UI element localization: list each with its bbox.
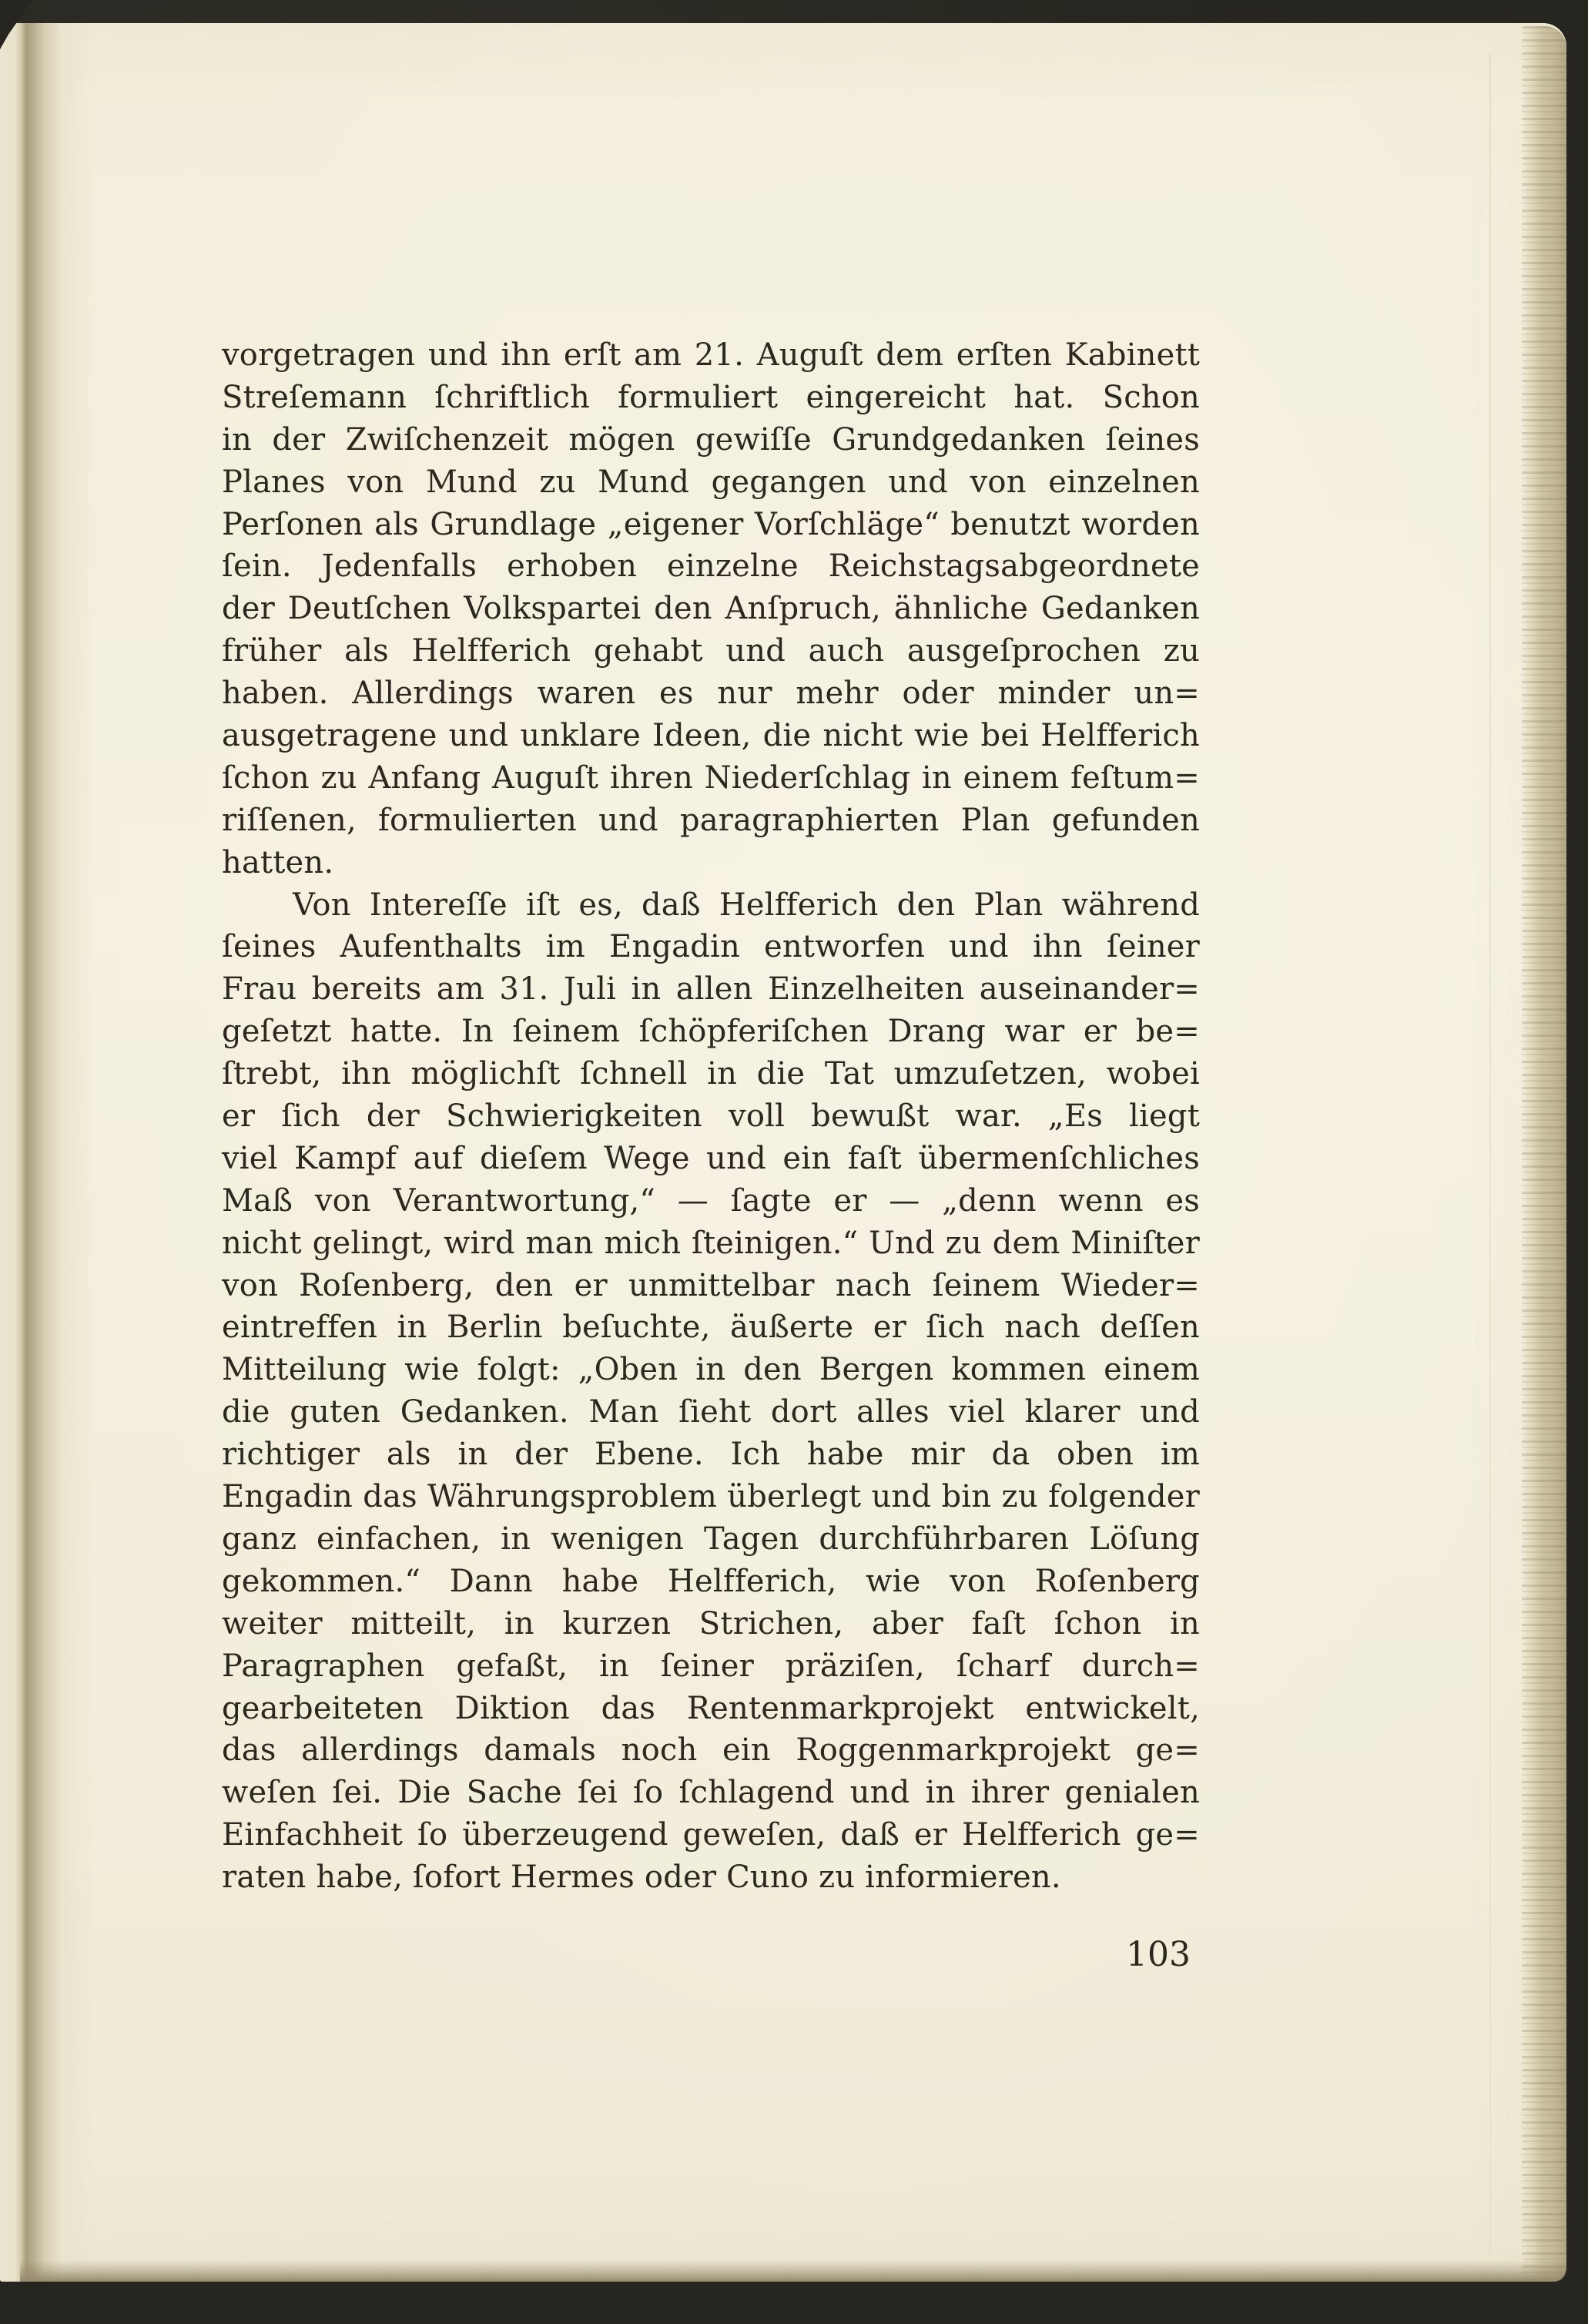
text-line: früher als Helfferich gehabt und auch ausgeſprochen zu bbox=[222, 633, 1200, 669]
text-line: viel Kampf auf dieſem Wege und ein faſt übermenſchliches bbox=[222, 1140, 1200, 1176]
text-line: ſeines Aufenthalts im Engadin entworfen und ihn ſeiner bbox=[222, 929, 1200, 965]
text-line: von Roſenberg, den er unmittelbar nach ſeinem Wieder= bbox=[222, 1267, 1200, 1303]
text-line: er ſich der Schwierigkeiten voll bewußt war. „Es liegt bbox=[222, 1098, 1200, 1135]
text-line: Planes von Mund zu Mund gegangen und von einzelnen bbox=[222, 464, 1200, 500]
text-line: vorgetragen und ihn erſt am 21. Auguſt dem erſten Kabinett bbox=[222, 337, 1200, 373]
page-bottom-edge bbox=[20, 2260, 1566, 2282]
text-line: der Deutſchen Volkspartei den Anſpruch, ähnliche Gedanken bbox=[222, 591, 1200, 627]
book-page bbox=[0, 23, 1566, 2282]
text-line: Paragraphen gefaßt, in ſeiner präziſen, ſcharf durch= bbox=[222, 1648, 1200, 1684]
text-line: Streſemann ſchriftlich formuliert eingereicht hat. Schon bbox=[222, 379, 1200, 415]
text-line: weiter mitteilt, in kurzen Strichen, aber faſt ſchon in bbox=[222, 1605, 1200, 1642]
text-line: weſen ſei. Die Sache ſei ſo ſchlagend und in ihrer genialen bbox=[222, 1775, 1200, 1811]
text-line: riſſenen, formulierten und paragraphierten Plan gefunden bbox=[222, 802, 1200, 838]
text-line: das allerdings damals noch ein Roggenmarkprojekt ge= bbox=[222, 1732, 1200, 1769]
text-line: die guten Gedanken. Man ſieht dort alles viel klarer und bbox=[222, 1394, 1200, 1430]
text-line: Einfachheit ſo überzeugend geweſen, daß er Helfferich ge= bbox=[222, 1817, 1200, 1853]
page-curvature-line bbox=[1489, 54, 1491, 2254]
text-line: ganz einfachen, in wenigen Tagen durchführbaren Löſung bbox=[222, 1521, 1200, 1557]
text-line: gekommen.“ Dann habe Helfferich, wie von Roſenberg bbox=[222, 1563, 1200, 1599]
text-line: geſetzt hatte. In ſeinem ſchöpferiſchen Drang war er be= bbox=[222, 1014, 1200, 1050]
text-line: gearbeiteten Diktion das Rentenmarkprojekt entwickelt, bbox=[222, 1690, 1200, 1726]
text-line: Perſonen als Grundlage „eigener Vorſchläge“ benutzt worden bbox=[222, 506, 1200, 542]
text-line: nicht gelingt, wird man mich ſteinigen.“ Und zu dem Miniſter bbox=[222, 1225, 1200, 1261]
text-line: eintreffen in Berlin beſuchte, äußerte er ſich nach deſſen bbox=[222, 1310, 1200, 1346]
text-line: Engadin das Währungsproblem überlegt und bin zu folgender bbox=[222, 1479, 1200, 1515]
text-line: Von Intereſſe iſt es, daß Helfferich den Plan während bbox=[293, 887, 1200, 923]
text-line: ausgetragene und unklare Ideen, die nicht wie bei Helfferich bbox=[222, 718, 1200, 754]
text-line: Frau bereits am 31. Juli in allen Einzelheiten auseinander= bbox=[222, 971, 1200, 1008]
page-number: 103 bbox=[1126, 1935, 1191, 1974]
text-line: richtiger als in der Ebene. Ich habe mir da oben im bbox=[222, 1437, 1200, 1473]
text-line: raten habe, ſofort Hermes oder Cuno zu informieren. bbox=[222, 1860, 1061, 1896]
text-line: in der Zwiſchenzeit mögen gewiſſe Grundgedanken ſeines bbox=[222, 421, 1200, 458]
text-line: hatten. bbox=[222, 844, 334, 880]
text-line: Mitteilung wie folgt: „Oben in den Bergen kommen einem bbox=[222, 1352, 1200, 1388]
text-line: ſein. Jedenfalls erhoben einzelne Reichstagsabgeordnete bbox=[222, 548, 1200, 585]
text-line: ſtrebt, ihn möglichſt ſchnell in die Tat umzuſetzen, wobei bbox=[222, 1056, 1200, 1092]
text-line: Maß von Verantwortung,“ — ſagte er — „denn wenn es bbox=[222, 1182, 1200, 1219]
page-text bbox=[222, 334, 1200, 1899]
page-stack-right-edge bbox=[1522, 26, 1566, 2280]
text-line: ſchon zu Anfang Auguſt ihren Niederſchlag in einem feſtum= bbox=[222, 760, 1200, 796]
binding-gutter bbox=[0, 23, 92, 2282]
text-line: haben. Allerdings waren es nur mehr oder minder un= bbox=[222, 676, 1200, 712]
